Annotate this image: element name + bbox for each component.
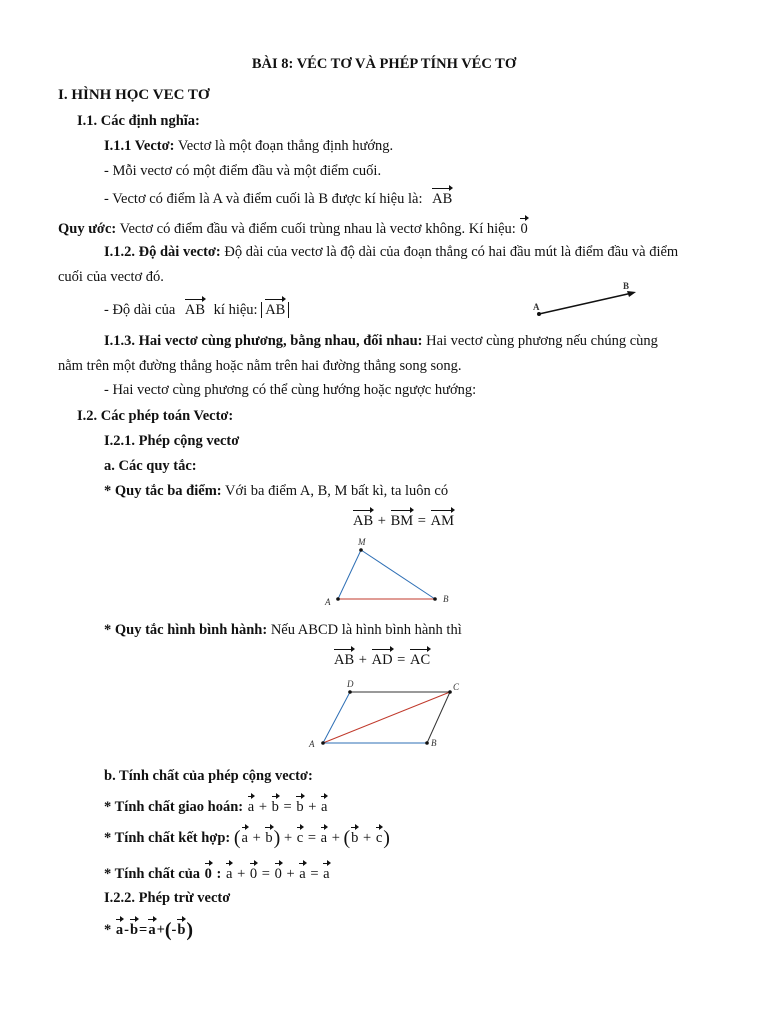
label-a: A — [309, 739, 315, 749]
vector-a: a — [116, 918, 123, 939]
point-a — [537, 312, 541, 316]
page-title: BÀI 8: VÉC TƠ VÀ PHÉP TÍNH VÉC TƠ — [251, 56, 517, 72]
vector-b: b — [272, 795, 279, 816]
vector-length — [261, 302, 289, 318]
paren: ) — [273, 827, 281, 849]
paren: ) — [383, 827, 390, 849]
operator: = — [261, 866, 270, 882]
vector-a: a — [148, 918, 155, 939]
definition-length — [104, 243, 678, 261]
zero-vector: 0 — [520, 217, 527, 238]
operator: + — [363, 830, 372, 846]
point-a — [321, 741, 325, 745]
vector-ab: AB — [265, 298, 285, 319]
operator: = — [417, 513, 426, 529]
rule-label: * Quy tắc hình bình hành: — [104, 622, 268, 638]
paragraph: - Mỗi vectơ có một điểm đầu và một điểm cuối. — [104, 163, 382, 179]
label-a: A — [325, 597, 331, 607]
property-label: * Tính chất giao hoán: — [104, 799, 244, 815]
convention-text: Vectơ có điểm đầu và điểm cuối trùng nhau là vectơ không. Kí hiệu: — [116, 221, 516, 237]
operator: = — [307, 830, 316, 846]
operator: + — [156, 922, 165, 938]
paragraph: nằm trên một đường thẳng hoặc nằm trên hai đường thẳng song song. — [58, 358, 462, 374]
operator: - — [124, 922, 129, 938]
vector-a: a — [321, 795, 327, 816]
section-heading: I. HÌNH HỌC VEC TƠ — [58, 87, 210, 103]
vector-a: a — [321, 826, 327, 847]
rule-text: Nếu ABCD là hình bình hành thì — [267, 622, 462, 638]
vector-ad: AD — [372, 648, 393, 669]
formula-three-point — [352, 509, 455, 530]
label-c: C — [453, 682, 460, 692]
convention-label: Quy ước: — [58, 221, 117, 237]
operator: = — [139, 922, 148, 938]
term-label: I.1.2. Độ dài vectơ: — [104, 244, 221, 260]
property-associative — [104, 826, 390, 847]
paragraph: - Hai vectơ cùng phương có thể cùng hướng hoặc ngược hướng: — [104, 382, 477, 398]
label-a: A — [533, 302, 540, 312]
length-text: - Độ dài của — [104, 302, 176, 318]
label-b: B — [623, 281, 630, 291]
label-d: D — [347, 679, 354, 689]
subsection-heading: I.2.2. Phép trừ vectơ — [104, 890, 231, 906]
subsection-heading: I.2.1. Phép cộng vectơ — [104, 433, 240, 449]
vector-a: a — [226, 862, 232, 883]
rule-text: Với ba điểm A, B, M bất kì, ta luôn có — [221, 483, 449, 499]
vector-ab-figure — [528, 278, 648, 326]
vector-b: b — [265, 826, 272, 847]
point-b — [425, 741, 429, 745]
point-m — [359, 548, 363, 552]
paren: ) — [186, 919, 194, 941]
subsection-heading: b. Tính chất của phép cộng vectơ: — [104, 768, 313, 784]
vector-ab: AB — [334, 648, 354, 669]
paren: ( — [343, 827, 351, 849]
operator: + — [252, 830, 261, 846]
rule-three-point — [104, 482, 448, 500]
operator: + — [258, 799, 268, 815]
term-label: I.1.3. Hai vectơ cùng phương, bằng nhau, đối nhau: — [104, 333, 423, 349]
side-mb — [361, 550, 435, 599]
point-c — [448, 690, 452, 694]
paren: ( — [164, 919, 172, 941]
vector-ab: AB — [185, 298, 205, 319]
term-label: I.1.1 Vectơ: — [104, 138, 175, 154]
paren: ( — [233, 827, 241, 849]
vector-ab: AB — [353, 509, 373, 530]
term-text: Độ dài của vectơ là độ dài của đoạn thẳng có hai đầu mút là điểm đầu và điểm — [220, 244, 679, 260]
operator: = — [397, 652, 406, 668]
term-text: Hai vectơ cùng phương nếu chúng cùng — [422, 333, 658, 349]
rule-label: * Quy tắc ba điểm: — [104, 483, 222, 499]
vector-a: a — [323, 862, 329, 883]
length-notation — [104, 298, 289, 319]
property-label: * Tính chất kết hợp: — [104, 830, 231, 846]
zero-vector: 0 — [205, 862, 212, 883]
operator: = — [283, 799, 292, 815]
subsection-heading: I.2. Các phép toán Vectơ: — [77, 408, 234, 424]
operator: - — [171, 922, 177, 938]
point-b — [433, 597, 437, 601]
vector-a: a — [299, 862, 305, 883]
vector-am: AM — [431, 509, 454, 530]
vector-a: a — [242, 826, 248, 847]
side-am — [338, 550, 361, 599]
parallelogram-figure — [305, 676, 470, 751]
label-b: B — [443, 594, 449, 604]
vector-a: a — [248, 795, 254, 816]
operator: + — [286, 866, 295, 882]
operator: + — [377, 513, 386, 529]
subtraction-formula — [104, 918, 193, 939]
label-b: B — [431, 738, 437, 748]
operator: = — [310, 866, 319, 882]
convention-paragraph — [58, 217, 529, 238]
triangle-figure — [318, 535, 458, 610]
point-a — [336, 597, 340, 601]
paragraph — [104, 187, 453, 208]
length-text: kí hiệu: — [213, 302, 258, 318]
definition-vector — [104, 137, 393, 155]
side-ad — [323, 692, 350, 743]
point-d — [348, 690, 352, 694]
colon: : — [216, 866, 222, 882]
operator: + — [283, 830, 293, 846]
vector-c: c — [376, 826, 382, 847]
vector-b: b — [351, 826, 358, 847]
definition-collinear — [104, 332, 658, 350]
operator: + — [331, 830, 340, 846]
vector-b: b — [130, 918, 138, 939]
vector-line — [539, 293, 632, 314]
zero-vector: 0 — [275, 862, 282, 883]
subsection-heading: I.1. Các định nghĩa: — [77, 113, 200, 129]
property-label: * Tính chất của — [104, 866, 201, 882]
vector-c: c — [297, 826, 303, 847]
subsection-heading: a. Các quy tắc: — [104, 458, 197, 474]
vector-b: b — [177, 918, 185, 939]
zero-vector: 0 — [250, 862, 257, 883]
formula-parallelogram — [333, 648, 431, 669]
notation-text: - Vectơ có điểm là A và điểm cuối là B được kí hiệu là: — [104, 191, 423, 207]
operator: + — [237, 866, 246, 882]
vector-b: b — [296, 795, 303, 816]
bullet: * — [104, 922, 112, 938]
label-m: M — [358, 537, 366, 547]
arrow-head — [627, 291, 636, 297]
property-zero — [104, 862, 331, 883]
vector-bm: BM — [391, 509, 414, 530]
vector-ab: AB — [432, 187, 452, 208]
vector-ac: AC — [410, 648, 430, 669]
operator: + — [358, 652, 367, 668]
term-text: Vectơ là một đoạn thẳng định hướng. — [174, 138, 394, 154]
operator: + — [308, 799, 317, 815]
paragraph: cuối của vectơ đó. — [58, 269, 164, 285]
property-commutative — [104, 795, 328, 816]
rule-parallelogram — [104, 621, 462, 639]
